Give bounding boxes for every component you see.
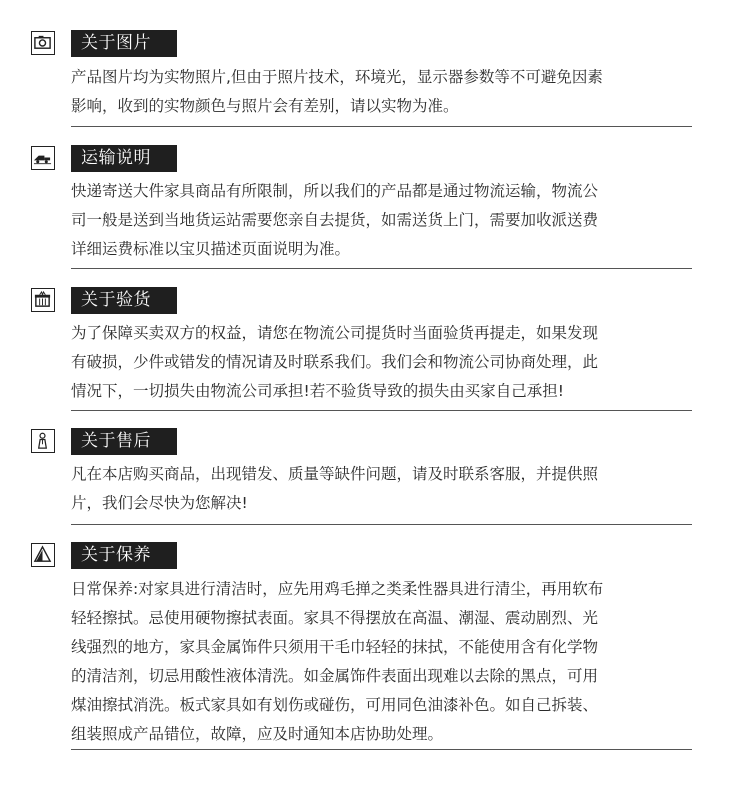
section-title: 关于图片 (71, 30, 177, 57)
text-line: 快递寄送大件家具商品有所限制，所以我们的产品都是通过物流运输，物流公 (71, 182, 599, 200)
text-line: 司一般是送到当地货运站需要您亲自去提货，如需送货上门，需要加收派送费 (71, 211, 599, 229)
section-text (71, 460, 691, 518)
section-title: 关于售后 (71, 428, 177, 455)
text-line: 片，我们会尽快为您解决! (71, 494, 248, 512)
service-person-icon (31, 429, 55, 453)
text-line: 为了保障买卖双方的权益，请您在物流公司提货时当面验货再提走，如果发现 (71, 324, 599, 342)
text-line: 情况下，一切损失由物流公司承担!若不验货导致的损失由买家自己承担! (71, 382, 564, 400)
divider (71, 524, 692, 525)
divider (71, 126, 692, 127)
text-line: 凡在本店购买商品，出现错发、质量等缺件问题，请及时联系客服，并提供照 (71, 465, 599, 483)
section-text (71, 575, 691, 749)
text-line: 影响，收到的实物颜色与照片会有差别，请以实物为准。 (71, 97, 459, 115)
text-line: 煤油擦拭消洗。板式家具如有划伤或碰伤，可用同色油漆补色。如自己拆装、 (71, 696, 599, 714)
text-line: 组装照成产品错位，故障，应及时通知本店协助处理。 (71, 725, 444, 743)
divider (71, 749, 692, 750)
section-text (71, 63, 691, 121)
divider (71, 268, 692, 269)
text-line: 日常保养:对家具进行清洁时，应先用鸡毛掸之类柔性器具进行清尘，再用软布 (71, 580, 604, 598)
text-line: 的清洁剂，切忌用酸性液体清洗。如金属饰件表面出现难以去除的黑点，可用 (71, 667, 599, 685)
section-title: 关于保养 (71, 542, 177, 569)
section-text (71, 319, 691, 406)
gift-box-icon (31, 288, 55, 312)
divider (71, 410, 692, 411)
section-title: 运输说明 (71, 145, 177, 172)
warning-triangle-icon (31, 543, 55, 567)
section-text (71, 177, 691, 264)
camera-icon (31, 31, 55, 55)
section-title: 关于验货 (71, 287, 177, 314)
text-line: 产品图片均为实物照片,但由于照片技术，环境光，显示器参数等不可避免因素 (71, 68, 603, 86)
truck-icon (31, 146, 55, 170)
text-line: 轻轻擦拭。忌使用硬物擦拭表面。家具不得摆放在高温、潮湿、震动剧烈、光 (71, 609, 599, 627)
text-line: 详细运费标准以宝贝描述页面说明为准。 (71, 240, 351, 258)
text-line: 线强烈的地方，家具金属饰件只须用干毛巾轻轻的抹拭，不能使用含有化学物 (71, 638, 599, 656)
text-line: 有破损，少件或错发的情况请及时联系我们。我们会和物流公司协商处理，此 (71, 353, 599, 371)
